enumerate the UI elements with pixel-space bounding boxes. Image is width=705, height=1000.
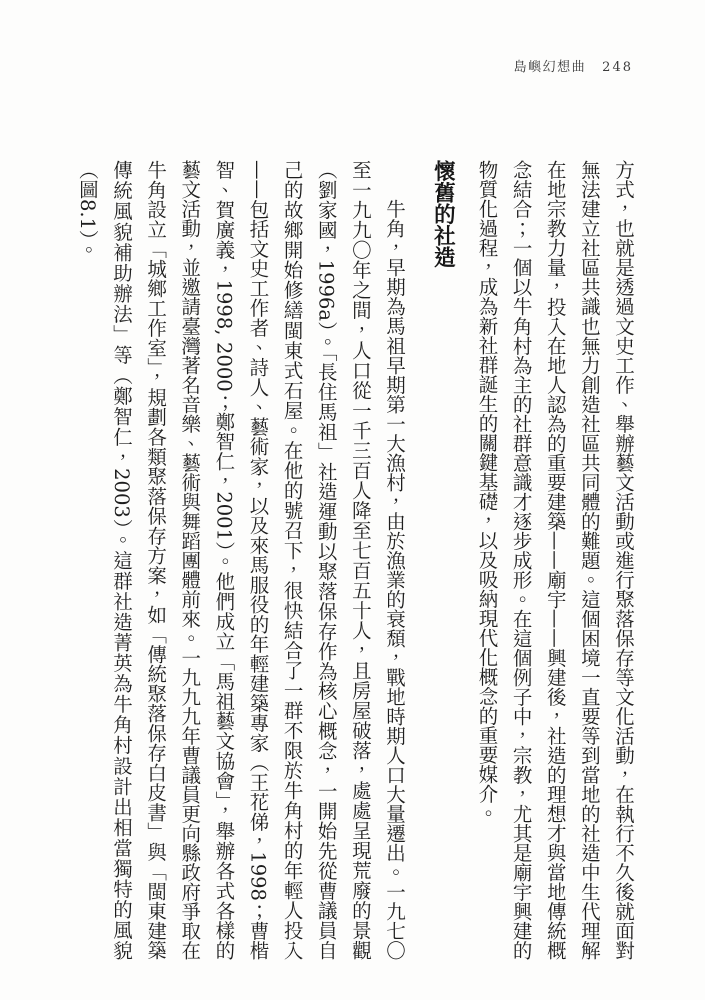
section-heading: 懷舊的社造 <box>430 160 456 268</box>
running-head-book-title: 島嶼幻想曲 <box>513 60 587 75</box>
paragraph-continuation: 方式，也就是透過文史工作、舉辦藝文活動或進行聚落保存等文化活動，在執行不久後就面對無法建立社區共識也無力創造社區共同體的難題。這個困境一直要等到當地的社造中生代理解在地宗教力量，投入在地人認為的重要建築——廟宇——興建後，社造的理想才與當地傳統概念結合；一個以牛角村為主的社群意識才逐步成形。在這個例子中，宗教，尤其是廟宇興建的物質化過程，成為新社群誕生的關鍵基礎，以及吸納現代化概念的重要媒介。 <box>475 160 635 960</box>
paragraph-body: 牛角，早期為馬祖早期第一大漁村，由於漁業的衰頹，戰地時期人口大量遷出。一九七〇至一九九〇年之間，人口從一千三百人降至七百五十人，且房屋破落，處處呈現荒廢的景觀（劉家國，1996a）。「長住馬祖」社造運動以聚落保存作為核心概念，一開始先從曹議員自己的故鄉開始修繕閩東式石屋。在他的號召下，很快結合了一群不限於牛角村的年輕人投入——包括文史工作者、詩人、藝術家，以及來馬服役的年輕建築專家（王花俤，1998；曹楷智、賀廣義，1998, 2000；鄭智仁，2001）。他們成立「馬祖藝文協會」，舉辦各式各樣的藝文活動，並邀請臺灣著名音樂、藝術與舞蹈團體前來。一九九九年曹議員更向縣政府爭取在牛角設立「城鄉工作室」，規劃各類聚落保存方案，如「傳統聚落保存白皮書」與「閩東建築傳統風貌補助辦法」等（鄭智仁，2003）。這群社造菁英為牛角村設計出相當獨特的風貌（圖8.1）。 <box>75 160 406 960</box>
running-head <box>514 56 633 75</box>
running-head-page-number: 248 <box>602 60 633 75</box>
vertical-text-block <box>70 160 640 960</box>
